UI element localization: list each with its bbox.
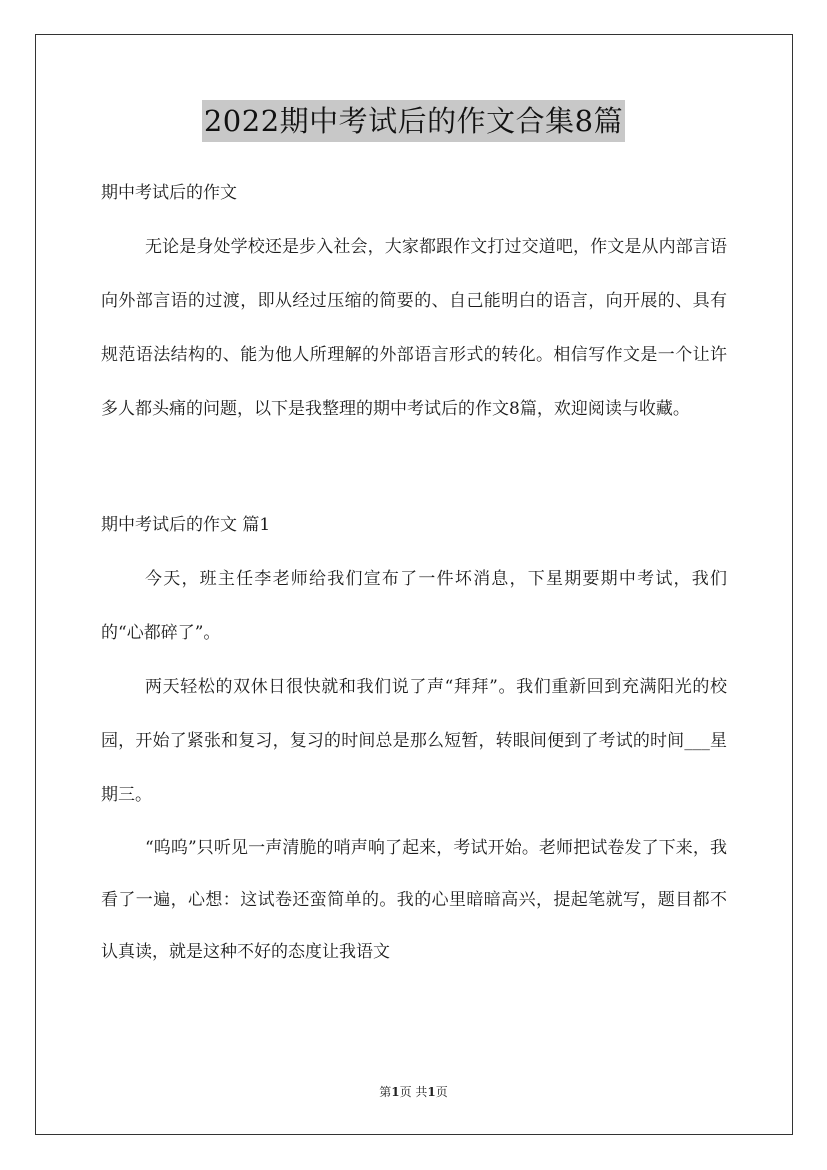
- paragraph: 今天，班主任李老师给我们宣布了一件坏消息，下星期要期中考试，我们的“心都碎了”。: [101, 569, 727, 643]
- current-page-number: 1: [391, 1085, 400, 1099]
- page-label-mid: 页 共: [399, 1085, 428, 1099]
- intro-paragraph: 无论是身处学校还是步入社会，大家都跟作文打过交道吧，作文是从内部言语向外部言语的过渡，即从经过压缩的简要的、自己能明白的语言，向开展的、具有规范语法结构的、能为他人所理解的外部语言形式的转化。相信写作文是一个让许多人都头痛的问题，以下是我整理的期中考试后的作文8篇，欢迎阅读与收藏。: [101, 237, 727, 419]
- document-title: 2022期中考试后的作文合集8篇: [202, 100, 625, 142]
- page-label-prefix: 第: [379, 1085, 392, 1099]
- total-page-number: 1: [427, 1085, 436, 1099]
- document-body: [101, 170, 727, 978]
- paragraph: “呜呜”只听见一声清脆的哨声响了起来，考试开始。老师把试卷发了下来，我看了一遍，心想：这试卷还蛮简单的。我的心里暗暗高兴，提起笔就写，题目都不认真读，就是这种不好的态度让我语文: [101, 838, 727, 962]
- page-label-suffix: 页: [435, 1085, 448, 1099]
- paragraph: 两天轻松的双休日很快就和我们说了声“拜拜”。我们重新回到充满阳光的校园，开始了紧张和复习，复习的时间总是那么短暂，转眼间便到了考试的时间___星期三。: [101, 677, 727, 805]
- title-container: [0, 100, 827, 142]
- intro-heading: 期中考试后的作文: [101, 183, 237, 203]
- page-footer: [0, 1083, 827, 1101]
- section-heading: 期中考试后的作文 篇1: [101, 515, 271, 535]
